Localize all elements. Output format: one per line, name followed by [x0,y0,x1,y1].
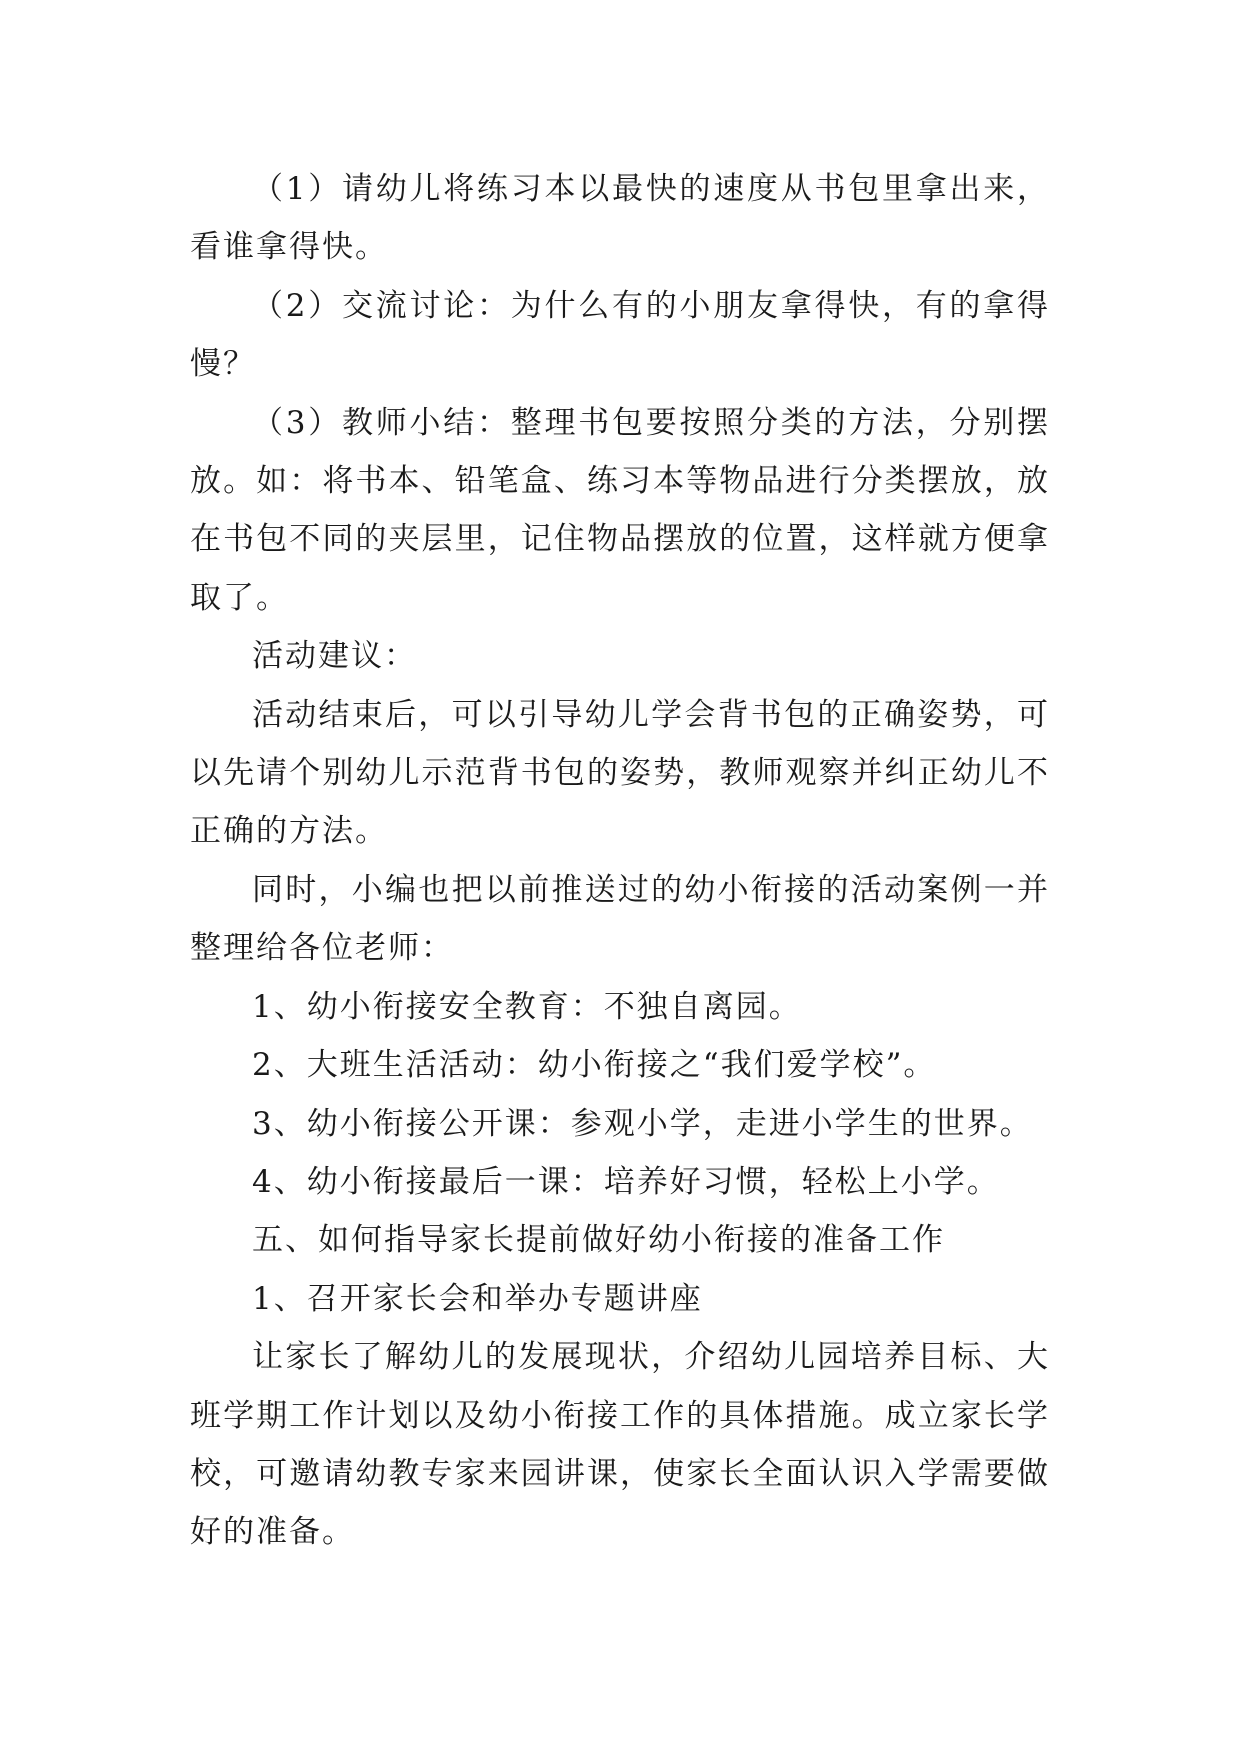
heading-activity-suggestion: 活动建议： [252,638,417,675]
paragraph-step-1: （1）请幼儿将练习本以最快的速度从书包里拿出来，看谁拿得快。 [190,171,1050,266]
list-item-case-2: 2、大班生活活动：幼小衔接之“我们爱学校”。 [252,1047,937,1084]
paragraph-step-2: （2）交流讨论：为什么有的小朋友拿得快，有的拿得慢？ [190,287,1050,383]
subsection-heading-5-1: 1、召开家长会和举办专题讲座 [252,1280,703,1317]
document-page [190,160,1050,1562]
list-item-case-1: 1、幼小衔接安全教育：不独自离园。 [252,988,802,1025]
paragraph-step-3: （3）教师小结：整理书包要按照分类的方法，分别摆放。如：将书本、铅笔盒、练习本等物品进行分类摆放，放在书包不同的夹层里，记住物品摆放的位置，这样就方便拿取了。 [190,404,1050,616]
paragraph-section-5-1: 让家长了解幼儿的发展现状，介绍幼儿园培养目标、大班学期工作计划以及幼小衔接工作的具体措施。成立家长学校，可邀请幼教专家来园讲课，使家长全面认识入学需要做好的准备。 [190,1339,1050,1551]
list-item-case-4: 4、幼小衔接最后一课：培养好习惯，轻松上小学。 [252,1163,1000,1200]
paragraph-activity-suggestion: 活动结束后，可以引导幼儿学会背书包的正确姿势，可以先请个别幼儿示范背书包的姿势，教师观察并纠正幼儿不正确的方法。 [190,696,1050,850]
paragraph-intro: 同时，小编也把以前推送过的幼小衔接的活动案例一并整理给各位老师： [190,871,1050,967]
list-item-case-3: 3、幼小衔接公开课：参观小学，走进小学生的世界。 [252,1105,1033,1142]
section-heading-5: 五、如何指导家长提前做好幼小衔接的准备工作 [252,1222,945,1259]
